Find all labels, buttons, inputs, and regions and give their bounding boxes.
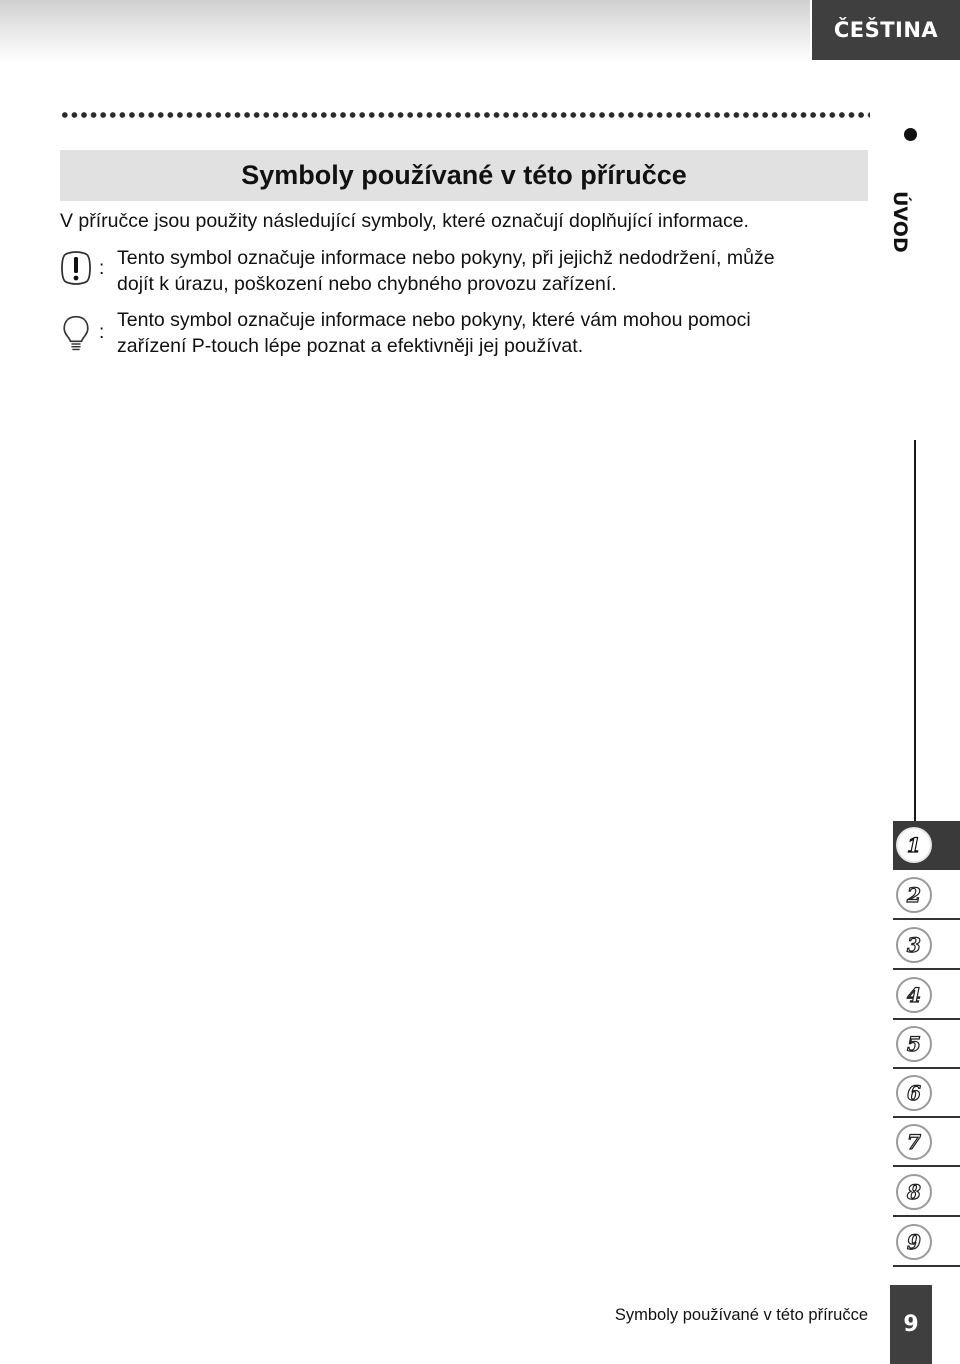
- section-side-label: ÚVOD: [889, 191, 911, 253]
- chapter-tab-7[interactable]: [893, 1118, 960, 1167]
- chapter-tab-2[interactable]: [893, 871, 960, 920]
- note-text: [117, 307, 751, 359]
- chapter-index-line: [914, 440, 916, 822]
- note-line: Tento symbol označuje informace nebo pokyny, které vám mohou pomoci: [117, 309, 751, 331]
- footer-title: Symboly používané v této příručce: [614, 1306, 868, 1324]
- header-band: [0, 0, 810, 62]
- page-number: 9: [890, 1285, 932, 1364]
- section-bullet-icon: [904, 128, 917, 141]
- chapter-tab-4[interactable]: [893, 971, 960, 1020]
- note-colon: :: [99, 258, 105, 279]
- chapter-number: 2: [896, 877, 932, 913]
- chapter-tab-5[interactable]: [893, 1020, 960, 1069]
- chapter-tab-9[interactable]: [893, 1218, 960, 1267]
- caution-exclamation-icon: [60, 248, 92, 288]
- note-text: [117, 245, 775, 297]
- chapter-number: 3: [896, 927, 932, 963]
- chapter-number: 1: [896, 827, 932, 863]
- language-tab: ČEŠTINA: [812, 0, 960, 60]
- chapter-number: 7: [896, 1124, 932, 1160]
- chapter-number: 8: [896, 1174, 932, 1210]
- lightbulb-hint-icon: [60, 314, 92, 354]
- dotted-divider: [60, 111, 870, 119]
- note-line: zařízení P-touch lépe poznat a efektivněji jej používat.: [117, 335, 584, 357]
- chapter-tab-6[interactable]: [893, 1069, 960, 1118]
- chapter-tab-3[interactable]: [893, 921, 960, 970]
- note-colon: :: [99, 322, 105, 343]
- chapter-number: 4: [896, 977, 932, 1013]
- intro-text: V příručce jsou použity následující symboly, které označují doplňující informace.: [60, 210, 749, 232]
- title-band: [60, 150, 868, 201]
- chapter-tab-8[interactable]: [893, 1168, 960, 1217]
- chapter-number: 6: [896, 1075, 932, 1111]
- note-line: dojít k úrazu, poškození nebo chybného provozu zařízení.: [117, 273, 617, 295]
- note-line: Tento symbol označuje informace nebo pokyny, při jejichž nedodržení, může: [117, 247, 775, 269]
- chapter-number: 9: [896, 1224, 932, 1260]
- chapter-tab-1[interactable]: [893, 821, 960, 870]
- chapter-number: 5: [896, 1026, 932, 1062]
- page-title: Symboly používané v této příručce: [241, 160, 687, 190]
